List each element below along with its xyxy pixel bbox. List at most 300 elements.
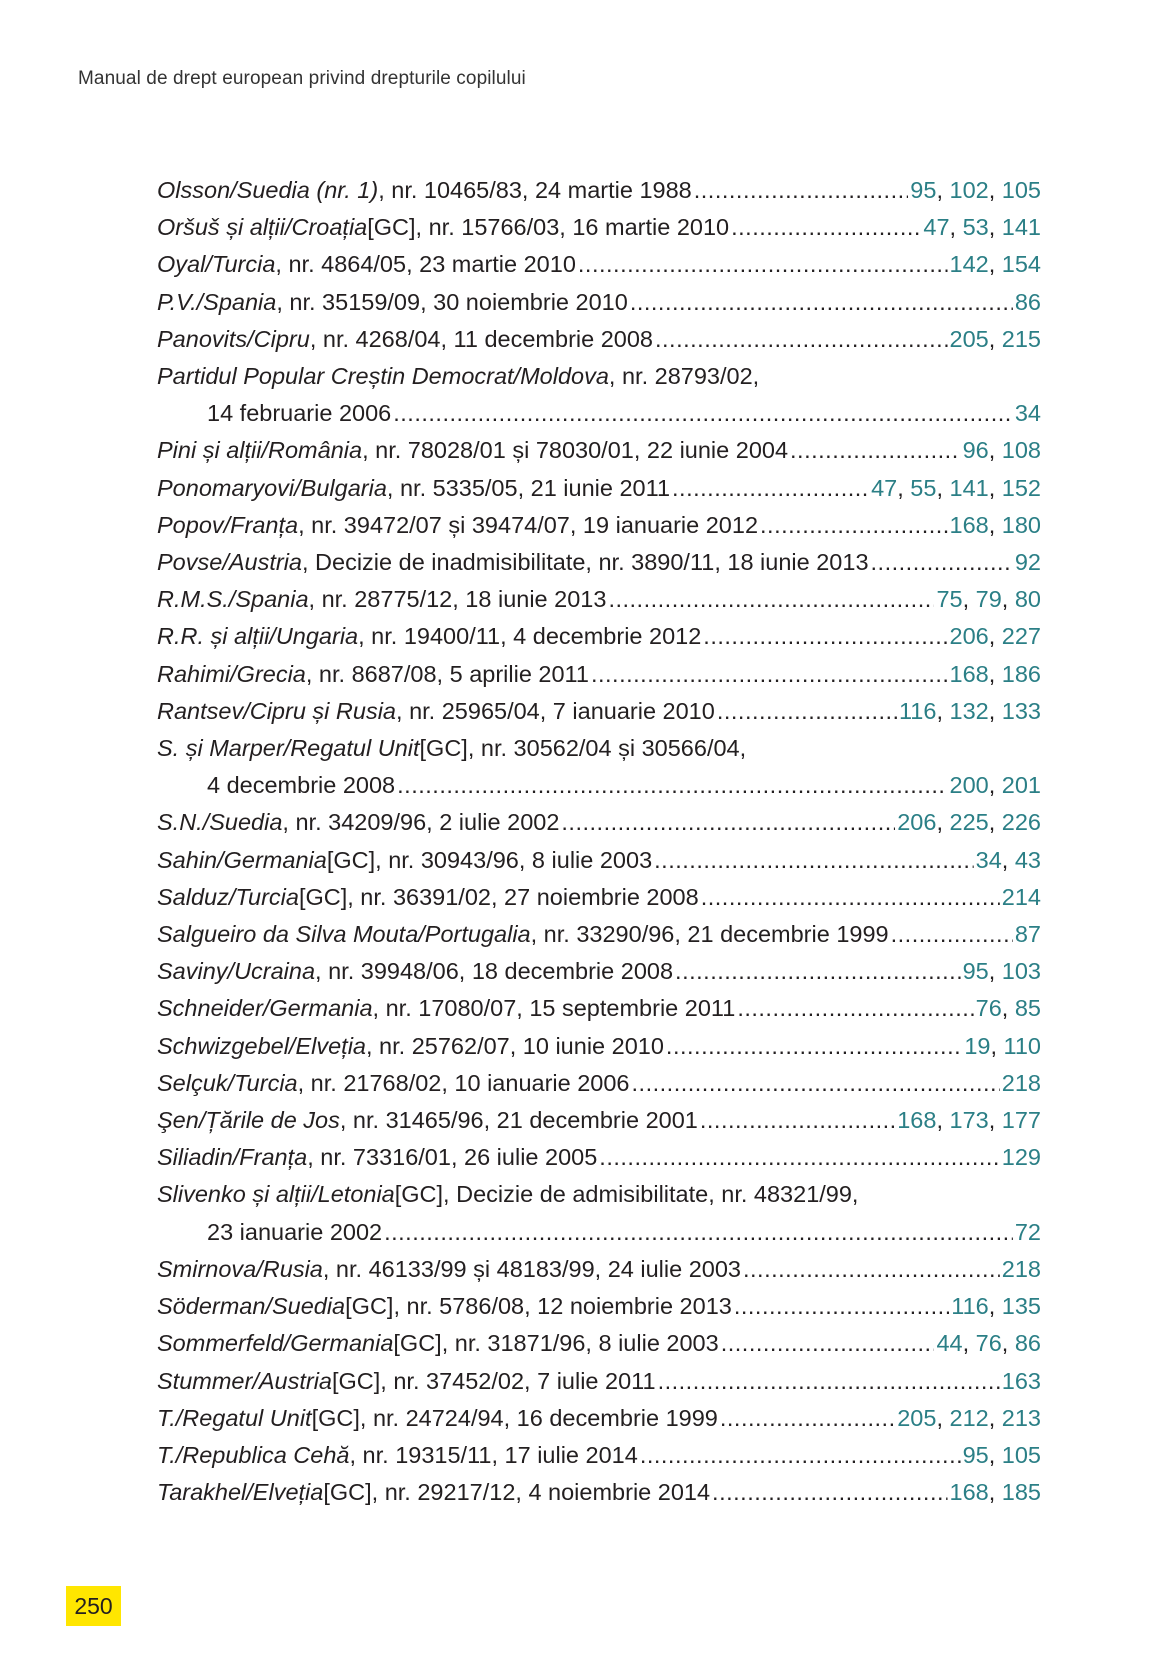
page-ref: 79 bbox=[975, 586, 1002, 613]
case-title: R.R. și alții/Ungaria bbox=[157, 623, 359, 650]
case-citation: , nr. 21768/02, 10 ianuarie 2006 bbox=[297, 1069, 630, 1096]
page-ref: 116 bbox=[898, 697, 937, 724]
index-entry bbox=[157, 544, 1041, 581]
page-refs bbox=[963, 953, 1041, 990]
page-separator: , bbox=[988, 214, 1002, 241]
dot-leader bbox=[721, 1325, 935, 1362]
case-title: P.V./Spania bbox=[157, 288, 277, 315]
page-separator: , bbox=[988, 1404, 1002, 1431]
entry-line bbox=[157, 804, 1041, 841]
page-ref: 87 bbox=[1014, 921, 1041, 948]
entry-line bbox=[157, 1214, 1041, 1251]
dot-leader bbox=[717, 693, 897, 730]
page-ref: 44 bbox=[936, 1330, 963, 1357]
page-separator: , bbox=[897, 474, 911, 501]
dot-leader bbox=[397, 767, 947, 804]
page-ref: 129 bbox=[1001, 1144, 1041, 1171]
page-refs bbox=[950, 767, 1042, 804]
page-refs bbox=[951, 1288, 1041, 1325]
page-separator: , bbox=[936, 697, 950, 724]
page-ref: 218 bbox=[1001, 1255, 1041, 1282]
case-title: S.N./Suedia bbox=[157, 809, 283, 836]
page-ref: 173 bbox=[949, 1107, 989, 1134]
page-refs bbox=[1015, 284, 1041, 321]
entry-line bbox=[157, 730, 1041, 767]
index-entry bbox=[157, 321, 1041, 358]
page-ref: 168 bbox=[897, 1107, 937, 1134]
entry-line bbox=[157, 432, 1041, 469]
case-citation: [GC], nr. 24724/94, 16 decembrie 1999 bbox=[311, 1404, 718, 1431]
case-title: Şen/Țările de Jos bbox=[157, 1107, 340, 1134]
case-citation: , nr. 5335/05, 21 iunie 2011 bbox=[386, 474, 671, 501]
page-refs bbox=[897, 1102, 1041, 1139]
dot-leader bbox=[608, 581, 934, 618]
page-separator: , bbox=[1001, 846, 1015, 873]
entry-line bbox=[157, 284, 1041, 321]
entry-line bbox=[157, 1176, 1041, 1213]
page-separator: , bbox=[936, 474, 950, 501]
dot-leader bbox=[700, 1102, 895, 1139]
case-title: Rantsev/Cipru și Rusia bbox=[157, 697, 397, 724]
page-separator: , bbox=[936, 177, 950, 203]
case-citation: [GC], nr. 30943/96, 8 iulie 2003 bbox=[326, 846, 653, 873]
index-entry bbox=[157, 1400, 1041, 1437]
case-title: Söderman/Suedia bbox=[157, 1293, 346, 1320]
case-title: T./Republica Cehă bbox=[157, 1441, 350, 1468]
page-ref: 96 bbox=[962, 437, 989, 464]
page-ref: 55 bbox=[910, 474, 937, 501]
page-refs bbox=[950, 321, 1042, 358]
page-ref: 34 bbox=[1014, 400, 1041, 427]
index-entry bbox=[157, 470, 1041, 507]
page-separator: , bbox=[936, 1107, 950, 1134]
index-entry bbox=[157, 209, 1041, 246]
page-ref: 177 bbox=[1001, 1107, 1041, 1134]
page-separator: , bbox=[988, 772, 1002, 799]
dot-leader bbox=[734, 1288, 949, 1325]
page-refs bbox=[1002, 1065, 1041, 1102]
entry-line bbox=[157, 1288, 1041, 1325]
page-separator: , bbox=[988, 511, 1002, 538]
case-title: Slivenko și alții/Letonia bbox=[157, 1181, 395, 1208]
page-ref: 180 bbox=[1001, 511, 1041, 538]
case-title: Tarakhel/Elveția bbox=[157, 1479, 324, 1506]
case-date: 4 decembrie 2008 bbox=[207, 772, 396, 799]
entry-line bbox=[157, 879, 1041, 916]
page-ref: 206 bbox=[897, 809, 937, 836]
page-separator: , bbox=[962, 586, 976, 613]
case-citation: , nr. 19315/11, 17 iulie 2014 bbox=[349, 1441, 638, 1468]
page-refs bbox=[964, 1028, 1041, 1065]
case-citation: , nr. 33290/96, 21 decembrie 1999 bbox=[530, 921, 889, 948]
dot-leader bbox=[599, 1139, 999, 1176]
index-entry bbox=[157, 1325, 1041, 1362]
page-ref: 141 bbox=[1001, 214, 1041, 241]
case-title: Partidul Popular Creștin Democrat/Moldova bbox=[157, 363, 609, 390]
index-entry bbox=[157, 1288, 1041, 1325]
page-ref: 154 bbox=[1001, 251, 1041, 278]
page-ref: 168 bbox=[949, 511, 989, 538]
case-title: Sommerfeld/Germania bbox=[157, 1330, 394, 1357]
page-ref: 76 bbox=[975, 1330, 1002, 1357]
page-ref: 133 bbox=[1001, 697, 1041, 724]
page-ref: 116 bbox=[951, 1293, 989, 1320]
case-citation: , nr. 46133/99 și 48183/99, 24 iulie 2003 bbox=[322, 1255, 741, 1282]
index-entry bbox=[157, 879, 1041, 916]
entry-line bbox=[157, 1474, 1041, 1511]
page-ref: 95 bbox=[962, 958, 989, 985]
case-citation: , nr. 34209/96, 2 iulie 2002 bbox=[282, 809, 560, 836]
entry-line bbox=[157, 1400, 1041, 1437]
entry-line bbox=[157, 1102, 1041, 1139]
page-ref: 72 bbox=[1014, 1218, 1041, 1245]
page-refs bbox=[1015, 1214, 1041, 1251]
page-separator: , bbox=[988, 697, 1002, 724]
case-title: Panovits/Cipru bbox=[157, 325, 310, 352]
dot-leader bbox=[790, 432, 961, 469]
page-ref: 218 bbox=[1001, 1069, 1041, 1096]
index-entry bbox=[157, 1028, 1041, 1065]
case-citation: [GC], nr. 30562/04 și 30566/04, bbox=[419, 735, 747, 762]
dot-leader bbox=[743, 1251, 1000, 1288]
page-ref: 132 bbox=[949, 697, 989, 724]
page-refs bbox=[910, 172, 1041, 209]
index-entry bbox=[157, 246, 1041, 283]
case-title: Popov/Franța bbox=[157, 511, 299, 538]
dot-leader bbox=[712, 1474, 947, 1511]
page-refs bbox=[950, 507, 1042, 544]
page-ref: 186 bbox=[1001, 660, 1041, 687]
case-title: Stummer/Austria bbox=[157, 1367, 332, 1394]
page-separator: , bbox=[988, 251, 1002, 278]
page-separator: , bbox=[949, 214, 963, 241]
running-head: Manual de drept european privind drepturile copilului bbox=[78, 68, 526, 89]
case-citation: [GC], nr. 5786/08, 12 noiembrie 2013 bbox=[345, 1293, 732, 1320]
entry-line bbox=[157, 656, 1041, 693]
entry-line bbox=[157, 395, 1041, 432]
index-entry bbox=[157, 1139, 1041, 1176]
page-refs bbox=[871, 470, 1041, 507]
case-citation: , nr. 4864/05, 23 martie 2010 bbox=[275, 251, 576, 278]
entry-line bbox=[157, 209, 1041, 246]
dot-leader bbox=[666, 1028, 962, 1065]
case-title: Sahin/Germania bbox=[157, 846, 327, 873]
page-ref: 205 bbox=[949, 325, 989, 352]
page-ref: 43 bbox=[1014, 846, 1041, 873]
page-ref: 80 bbox=[1014, 586, 1041, 613]
case-title: S. și Marper/Regatul Unit bbox=[157, 735, 420, 762]
page-separator: , bbox=[1001, 586, 1015, 613]
page-ref: 141 bbox=[949, 474, 989, 501]
case-citation: , nr. 78028/01 și 78030/01, 22 iunie 2004 bbox=[362, 437, 789, 464]
dot-leader bbox=[694, 172, 909, 209]
dot-leader bbox=[630, 284, 1013, 321]
dot-leader bbox=[591, 656, 948, 693]
entry-line bbox=[157, 544, 1041, 581]
case-date: 14 februarie 2006 bbox=[207, 400, 392, 427]
page-ref: 214 bbox=[1001, 883, 1041, 910]
case-citation: , nr. 39472/07 și 39474/07, 19 ianuarie 2012 bbox=[298, 511, 759, 538]
page-ref: 105 bbox=[1001, 177, 1041, 203]
case-title: Saviny/Ucraina bbox=[157, 958, 316, 985]
dot-leader bbox=[737, 990, 973, 1027]
page-separator: , bbox=[988, 623, 1002, 650]
page-refs bbox=[963, 1437, 1041, 1474]
page-ref: 168 bbox=[949, 660, 989, 687]
case-citation: [GC], nr. 15766/03, 16 martie 2010 bbox=[367, 214, 730, 241]
dot-leader bbox=[654, 842, 974, 879]
page-separator: , bbox=[988, 958, 1002, 985]
dot-leader bbox=[672, 470, 869, 507]
case-citation: , nr. 73316/01, 26 iulie 2005 bbox=[307, 1144, 598, 1171]
entry-line bbox=[157, 1437, 1041, 1474]
page-refs bbox=[1015, 916, 1041, 953]
page-refs bbox=[1002, 879, 1041, 916]
case-title: Pini și alții/România bbox=[157, 437, 363, 464]
case-citation: [GC], nr. 36391/02, 27 noiembrie 2008 bbox=[298, 883, 699, 910]
page-ref: 102 bbox=[949, 177, 989, 203]
page-ref: 163 bbox=[1001, 1367, 1041, 1394]
page-refs bbox=[976, 842, 1041, 879]
page-ref: 75 bbox=[936, 586, 963, 613]
dot-leader bbox=[703, 618, 947, 655]
index-entry bbox=[157, 1102, 1041, 1139]
page-refs bbox=[950, 1474, 1042, 1511]
page-refs bbox=[950, 618, 1042, 655]
page-separator: , bbox=[988, 809, 1002, 836]
page-ref: 105 bbox=[1001, 1441, 1041, 1468]
dot-leader bbox=[658, 1363, 1000, 1400]
case-citation: , Decizie de inadmisibilitate, nr. 3890/11, 18 iunie 2013 bbox=[301, 549, 869, 576]
page-ref: 95 bbox=[962, 1441, 989, 1468]
index-entry bbox=[157, 358, 1041, 432]
index-entry bbox=[157, 432, 1041, 469]
index-entry bbox=[157, 656, 1041, 693]
dot-leader bbox=[701, 879, 1000, 916]
dot-leader bbox=[760, 507, 947, 544]
entry-line bbox=[157, 1139, 1041, 1176]
entry-line bbox=[157, 1363, 1041, 1400]
page-ref: 85 bbox=[1014, 995, 1041, 1022]
page-refs bbox=[899, 693, 1041, 730]
case-title: Schwizgebel/Elveția bbox=[157, 1032, 366, 1059]
case-title: Povse/Austria bbox=[157, 549, 302, 576]
entry-line bbox=[157, 321, 1041, 358]
case-title: Oršuš și alții/Croația bbox=[157, 214, 368, 241]
page-refs bbox=[963, 432, 1041, 469]
case-citation: , nr. 28793/02, bbox=[608, 363, 760, 390]
entry-line bbox=[157, 693, 1041, 730]
entry-line bbox=[157, 358, 1041, 395]
page-separator: , bbox=[988, 660, 1002, 687]
dot-leader bbox=[731, 209, 921, 246]
page-refs bbox=[1002, 1251, 1041, 1288]
case-title: R.M.S./Spania bbox=[157, 586, 309, 613]
entry-line bbox=[157, 507, 1041, 544]
page-ref: 47 bbox=[871, 474, 898, 501]
page-ref: 152 bbox=[1001, 474, 1041, 501]
index-entry bbox=[157, 1363, 1041, 1400]
entry-line bbox=[157, 1065, 1041, 1102]
case-citation: , nr. 19400/11, 4 decembrie 2012 bbox=[358, 623, 702, 650]
case-title: Selçuk/Turcia bbox=[157, 1069, 298, 1096]
page-ref: 206 bbox=[949, 623, 989, 650]
index-entry bbox=[157, 1251, 1041, 1288]
page-refs bbox=[897, 1400, 1041, 1437]
page-number: 250 bbox=[66, 1586, 121, 1626]
index-entry bbox=[157, 842, 1041, 879]
entry-line bbox=[157, 990, 1041, 1027]
page-ref: 103 bbox=[1001, 958, 1041, 985]
entry-line bbox=[157, 246, 1041, 283]
index-entry bbox=[157, 916, 1041, 953]
index-entry bbox=[157, 1065, 1041, 1102]
case-title: Oyal/Turcia bbox=[157, 251, 276, 278]
case-citation: , nr. 25762/07, 10 iunie 2010 bbox=[366, 1032, 664, 1059]
case-citation: [GC], Decizie de admisibilitate, nr. 48321/99, bbox=[394, 1181, 859, 1208]
page-separator: , bbox=[988, 325, 1002, 352]
index-entry bbox=[157, 618, 1041, 655]
index-entry bbox=[157, 581, 1041, 618]
page-separator: , bbox=[936, 809, 950, 836]
page-separator: , bbox=[988, 1107, 1002, 1134]
page-separator: , bbox=[988, 1293, 1002, 1320]
page-refs bbox=[923, 209, 1041, 246]
page-separator: , bbox=[988, 474, 1002, 501]
index-entry bbox=[157, 804, 1041, 841]
page-ref: 226 bbox=[1001, 809, 1041, 836]
page-refs bbox=[936, 581, 1041, 618]
page-separator: , bbox=[1001, 1330, 1015, 1357]
case-citation: , nr. 8687/08, 5 aprilie 2011 bbox=[305, 660, 589, 687]
page-separator: , bbox=[988, 437, 1002, 464]
case-date: 23 ianuarie 2002 bbox=[207, 1218, 383, 1245]
entry-line bbox=[157, 470, 1041, 507]
page-ref: 95 bbox=[910, 177, 937, 203]
page-separator: , bbox=[990, 1032, 1004, 1059]
page-refs bbox=[1002, 1139, 1041, 1176]
case-title: Ponomaryovi/Bulgaria bbox=[157, 474, 387, 501]
case-citation: , nr. 17080/07, 15 septembrie 2011 bbox=[372, 995, 736, 1022]
page-ref: 200 bbox=[949, 772, 989, 799]
dot-leader bbox=[578, 246, 948, 283]
dot-leader bbox=[871, 544, 1013, 581]
index-entry bbox=[157, 953, 1041, 990]
page-ref: 92 bbox=[1014, 549, 1041, 576]
page-ref: 53 bbox=[962, 214, 989, 241]
page-ref: 213 bbox=[1001, 1404, 1041, 1431]
index-entry bbox=[157, 730, 1041, 804]
case-title: Salgueiro da Silva Mouta/Portugalia bbox=[157, 921, 531, 948]
case-citation: , nr. 4268/04, 11 decembrie 2008 bbox=[309, 325, 653, 352]
page-refs bbox=[1015, 395, 1041, 432]
case-citation: [GC], nr. 37452/02, 7 iulie 2011 bbox=[332, 1367, 656, 1394]
page-ref: 110 bbox=[1003, 1032, 1041, 1059]
case-title: Olsson/Suedia (nr. 1) bbox=[157, 177, 379, 203]
page-separator: , bbox=[1001, 995, 1015, 1022]
case-citation: , nr. 10465/83, 24 martie 1988 bbox=[378, 177, 692, 203]
page-ref: 135 bbox=[1001, 1293, 1041, 1320]
page-separator: , bbox=[936, 1404, 950, 1431]
index-entry bbox=[157, 172, 1041, 209]
page-refs bbox=[976, 990, 1041, 1027]
entry-line bbox=[157, 953, 1041, 990]
case-citation: , nr. 31465/96, 21 decembrie 2001 bbox=[339, 1107, 698, 1134]
page-ref: 185 bbox=[1001, 1479, 1041, 1506]
page-ref: 168 bbox=[949, 1479, 989, 1506]
dot-leader bbox=[640, 1437, 961, 1474]
page-ref: 19 bbox=[964, 1032, 991, 1059]
case-citation: , nr. 39948/06, 18 decembrie 2008 bbox=[315, 958, 674, 985]
page-refs bbox=[936, 1325, 1041, 1362]
page-ref: 47 bbox=[923, 214, 950, 241]
page-ref: 201 bbox=[1001, 772, 1041, 799]
page-refs bbox=[950, 656, 1042, 693]
page-ref: 108 bbox=[1001, 437, 1041, 464]
page-ref: 227 bbox=[1001, 623, 1041, 650]
case-title: T./Regatul Unit bbox=[157, 1404, 312, 1431]
page-refs bbox=[1015, 544, 1041, 581]
index-entry bbox=[157, 284, 1041, 321]
page-ref: 86 bbox=[1014, 288, 1041, 315]
dot-leader bbox=[561, 804, 895, 841]
dot-leader bbox=[632, 1065, 1000, 1102]
page-ref: 212 bbox=[949, 1404, 989, 1431]
page-separator: , bbox=[988, 177, 1002, 203]
page-ref: 142 bbox=[949, 251, 989, 278]
dot-leader bbox=[720, 1400, 895, 1437]
dot-leader bbox=[384, 1214, 1013, 1251]
entry-line bbox=[157, 1251, 1041, 1288]
page-ref: 34 bbox=[975, 846, 1002, 873]
page-ref: 76 bbox=[975, 995, 1002, 1022]
dot-leader bbox=[891, 916, 1013, 953]
page-ref: 86 bbox=[1014, 1330, 1041, 1357]
entry-line bbox=[157, 1028, 1041, 1065]
entry-line bbox=[157, 1325, 1041, 1362]
case-title: Schneider/Germania bbox=[157, 995, 373, 1022]
entry-line bbox=[157, 842, 1041, 879]
case-citation: , nr. 35159/09, 30 noiembrie 2010 bbox=[276, 288, 628, 315]
case-title: Rahimi/Grecia bbox=[157, 660, 306, 687]
index-entry bbox=[157, 507, 1041, 544]
page-ref: 225 bbox=[949, 809, 989, 836]
entry-line bbox=[157, 618, 1041, 655]
page-separator: , bbox=[988, 1441, 1002, 1468]
index-entry bbox=[157, 990, 1041, 1027]
page-refs bbox=[1002, 1363, 1041, 1400]
dot-leader bbox=[393, 395, 1013, 432]
case-citation: [GC], nr. 29217/12, 4 noiembrie 2014 bbox=[323, 1479, 711, 1506]
case-title: Smirnova/Rusia bbox=[157, 1255, 323, 1282]
dot-leader bbox=[655, 321, 948, 358]
index-entry bbox=[157, 693, 1041, 730]
case-citation: [GC], nr. 31871/96, 8 iulie 2003 bbox=[393, 1330, 719, 1357]
case-title: Siliadin/Franța bbox=[157, 1144, 308, 1171]
page-separator: , bbox=[988, 1479, 1002, 1506]
page-refs bbox=[950, 246, 1042, 283]
page-ref: 205 bbox=[897, 1404, 937, 1431]
case-index-list bbox=[157, 172, 1041, 1511]
entry-line bbox=[157, 581, 1041, 618]
case-citation: , nr. 25965/04, 7 ianuarie 2010 bbox=[396, 697, 715, 724]
index-entry bbox=[157, 1437, 1041, 1474]
dot-leader bbox=[675, 953, 961, 990]
case-citation: , nr. 28775/12, 18 iunie 2013 bbox=[308, 586, 607, 613]
entry-line bbox=[157, 916, 1041, 953]
index-entry bbox=[157, 1474, 1041, 1511]
page-ref: 215 bbox=[1001, 325, 1041, 352]
